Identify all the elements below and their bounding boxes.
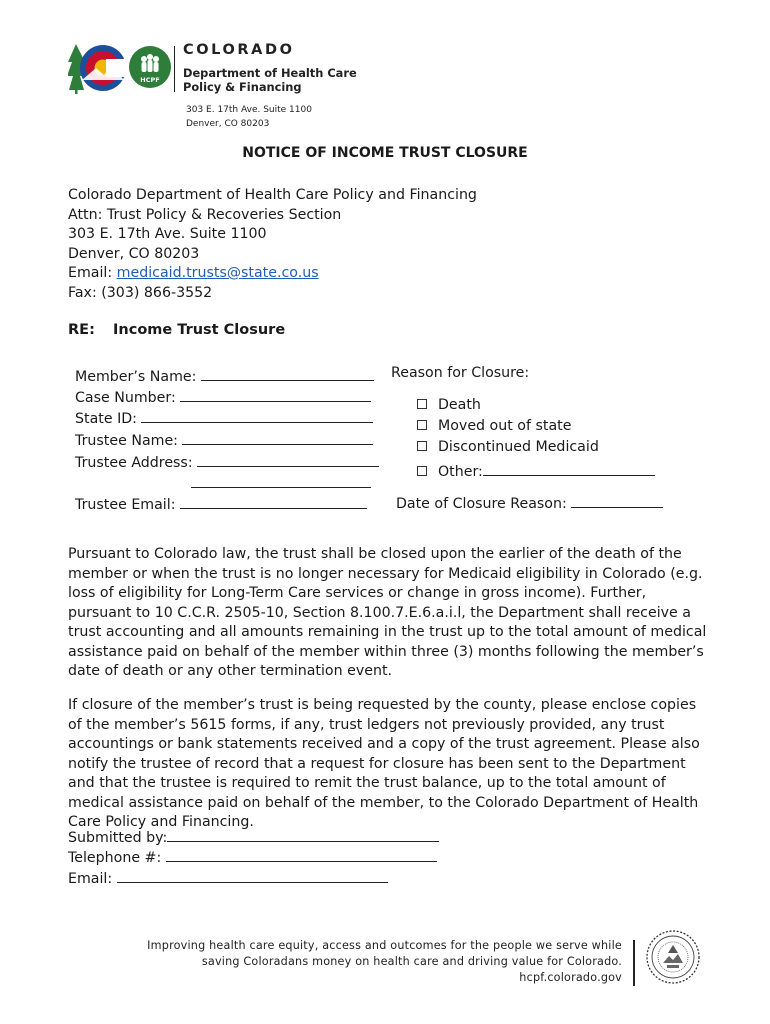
header-address-line2: Denver, CO 80203	[186, 119, 270, 129]
death-checkbox[interactable]	[417, 399, 427, 409]
discontinued-medicaid-checkbox[interactable]	[417, 441, 427, 451]
footer-website: hcpf.colorado.gov	[519, 971, 622, 984]
state-id-field	[75, 408, 373, 427]
footer-divider	[633, 940, 635, 986]
footer-tagline	[147, 938, 622, 986]
state-id-label: State ID:	[75, 411, 137, 427]
trustee-address-label: Trustee Address:	[75, 455, 193, 471]
paragraph-county-request: If closure of the member’s trust is being requested by the county, please enclose copies of the member’s 5615 forms, if any, trust ledgers not previously provided, any trust accountings or bank statements received and a copy of the trust agreement. Please also notify the trustee of record that a request for closure has been sent to the Department and that the trustee is required to remit the trust balance, up to the total amount of medical assistance paid on behalf of the member, to the Colorado Department of Health Care Policy and Financing.	[68, 697, 700, 830]
date-of-closure-label: Date of Closure Reason:	[396, 496, 567, 512]
date-of-closure-input[interactable]	[571, 493, 663, 508]
recipient-address	[68, 186, 477, 303]
footer-line2: saving Coloradans money on health care and driving value for Colorado.	[201, 955, 622, 968]
other-input[interactable]	[483, 461, 655, 476]
trustee-address-field	[75, 452, 379, 471]
death-label: Death	[438, 397, 481, 413]
telephone-input[interactable]	[166, 847, 437, 862]
trustee-address-line2-input[interactable]	[191, 487, 371, 488]
trustee-email-field	[75, 494, 367, 513]
state-name: COLORADO	[183, 42, 295, 58]
submitter-email-input[interactable]	[117, 868, 388, 883]
moved-out-checkbox[interactable]	[417, 420, 427, 430]
case-number-field	[75, 387, 371, 406]
trustee-name-label: Trustee Name:	[75, 433, 178, 449]
option-discontinued-medicaid	[417, 439, 599, 455]
option-death	[417, 397, 481, 413]
submitted-by-field	[68, 827, 439, 846]
option-moved-out	[417, 418, 571, 434]
telephone-label: Telephone #:	[68, 850, 162, 866]
trustee-address-input[interactable]	[197, 452, 379, 467]
telephone-field	[68, 847, 437, 866]
header-divider	[174, 46, 175, 92]
department-name-line2: Policy & Financing	[183, 80, 302, 94]
discontinued-medicaid-label: Discontinued Medicaid	[438, 439, 599, 455]
trustee-email-label: Trustee Email:	[75, 497, 176, 513]
logo-badge-text: HCPF	[140, 76, 160, 84]
members-name-field	[75, 366, 374, 385]
paragraph-colorado-law: Pursuant to Colorado law, the trust shall be closed upon the earlier of the death of the member or when the trust is no longer necessary for Medicaid eligibility in Colorado (e.g. loss of eligibility for Long-Term Care services or change in gross income). Further, pursuant to 10 C.C.R. 2505-10, Section 8.100.7.E.6.a.i.l, the Department shall receive a trust accounting and all amounts remaining in the trust up to the total amount of medical assistance paid on behalf of the member within three (3) months following the member’s date of death or any other termination event.	[68, 546, 707, 679]
email-label: Email:	[68, 265, 117, 281]
moved-out-label: Moved out of state	[438, 418, 572, 434]
state-seal-icon	[645, 929, 701, 985]
colorado-hcpf-logo	[68, 42, 180, 94]
submitter-email-label: Email:	[68, 871, 113, 887]
date-of-closure-field	[396, 493, 663, 512]
colorado-c-icon	[80, 45, 130, 91]
submitted-by-input[interactable]	[167, 827, 439, 842]
recipient-line3: 303 E. 17th Ave. Suite 1100	[68, 226, 267, 242]
trustee-name-input[interactable]	[182, 430, 373, 445]
recipient-line4: Denver, CO 80203	[68, 245, 200, 262]
trustee-email-input[interactable]	[180, 494, 367, 509]
department-name-line1: Department of Health Care	[183, 66, 357, 80]
recipient-email-row	[68, 264, 477, 284]
other-label: Other:	[438, 464, 483, 480]
recipient-line1: Colorado Department of Health Care Policy and Financing	[68, 187, 477, 203]
submitted-by-label: Submitted by:	[68, 830, 168, 846]
members-name-label: Member’s Name:	[75, 369, 197, 385]
document-title: NOTICE OF INCOME TRUST CLOSURE	[242, 145, 528, 161]
footer-line1: Improving health care equity, access and outcomes for the people we serve while	[147, 939, 622, 952]
case-number-label: Case Number:	[75, 390, 176, 406]
other-checkbox[interactable]	[417, 466, 427, 476]
recipient-line2: Attn: Trust Policy & Recoveries Section	[68, 206, 342, 223]
submitter-email-field	[68, 868, 388, 887]
email-link[interactable]: medicaid.trusts@state.co.us	[116, 265, 319, 281]
option-other	[417, 461, 655, 480]
trustee-name-field	[75, 430, 373, 449]
members-name-input[interactable]	[201, 366, 374, 381]
recipient-fax: Fax: (303) 866-3552	[68, 284, 213, 301]
hcpf-badge-icon	[129, 46, 171, 88]
state-id-input[interactable]	[141, 408, 373, 423]
reason-for-closure-label: Reason for Closure:	[391, 365, 530, 381]
re-subject: Income Trust Closure	[113, 322, 286, 338]
case-number-input[interactable]	[180, 387, 371, 402]
header-address-line1: 303 E. 17th Ave. Suite 1100	[186, 105, 312, 115]
re-label: RE:	[68, 322, 95, 338]
